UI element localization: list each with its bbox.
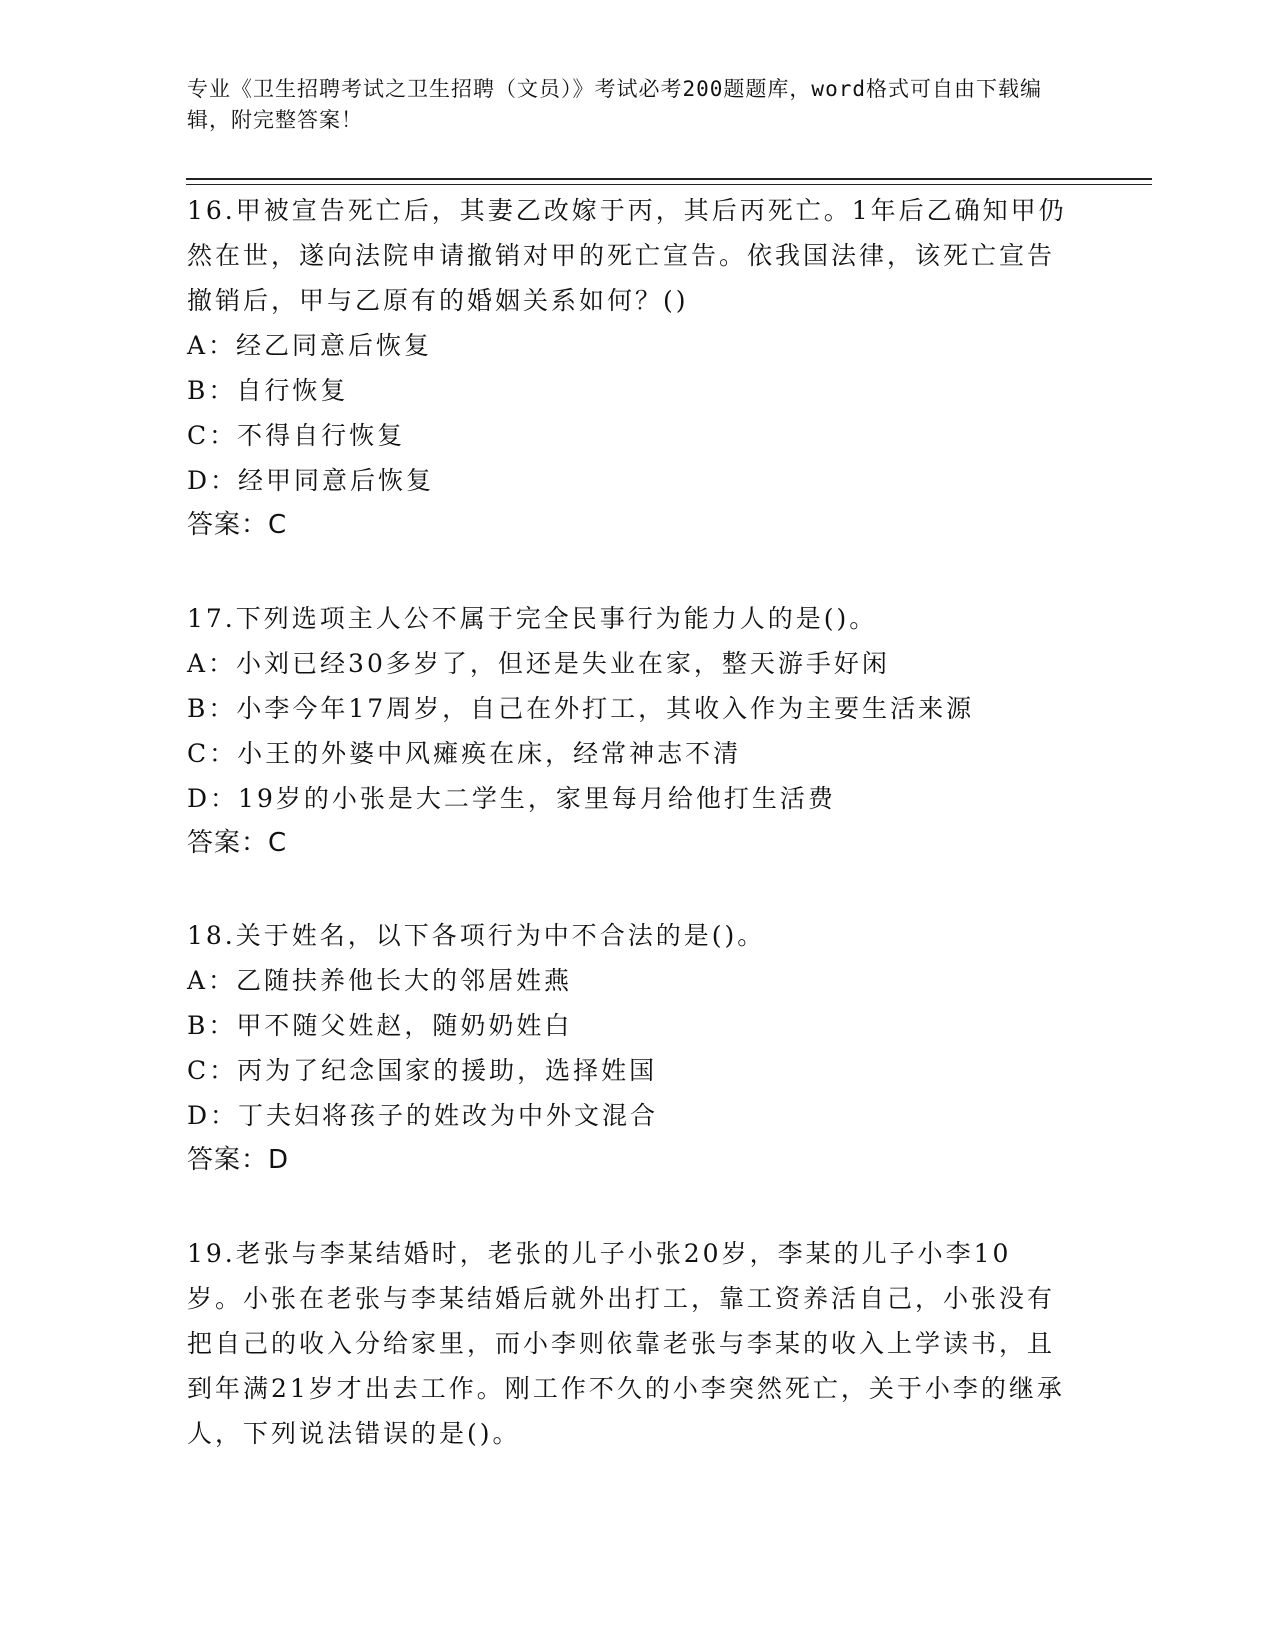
question-17 bbox=[187, 596, 1067, 866]
header-divider-thin bbox=[186, 184, 1152, 185]
answer-line: 答案：D bbox=[187, 1145, 290, 1175]
question-18 bbox=[187, 913, 1067, 1183]
option-c: C：小王的外婆中风瘫痪在床，经常神志不清 bbox=[187, 739, 742, 768]
question-stem: 18.关于姓名，以下各项行为中不合法的是()。 bbox=[187, 921, 766, 950]
question-stem: 16.甲被宣告死亡后，其妻乙改嫁于丙，其后丙死亡。1年后乙确知甲仍然在世，遂向法院申请撤销对甲的死亡宣告。依我国法律，该死亡宣告撤销后，甲与乙原有的婚姻关系如何？() bbox=[187, 196, 1067, 315]
question-stem: 17.下列选项主人公不属于完全民事行为能力人的是()。 bbox=[187, 604, 878, 633]
option-b: B：甲不随父姓赵，随奶奶姓白 bbox=[187, 1011, 573, 1040]
answer-line: 答案：C bbox=[187, 510, 288, 540]
question-stem: 19.老张与李某结婚时，老张的儿子小张20岁，李某的儿子小李10岁。小张在老张与李某结婚后就外出打工，靠工资养活自己，小张没有把自己的收入分给家里，而小李则依靠老张与李某的收入上学读书，且到年满21岁才出去工作。刚工作不久的小李突然死亡，关于小李的继承人，下列说法错误的是()。 bbox=[187, 1239, 1065, 1448]
document-header: 专业《卫生招聘考试之卫生招聘（文员）》考试必考200题题库，word格式可自由下载编辑，附完整答案！ bbox=[187, 77, 1042, 132]
answer-line: 答案：C bbox=[187, 828, 288, 858]
question-16 bbox=[187, 188, 1067, 548]
option-d: D：19岁的小张是大二学生，家里每月给他打生活费 bbox=[187, 784, 836, 813]
option-d: D：丁夫妇将孩子的姓改为中外文混合 bbox=[187, 1101, 659, 1130]
option-c: C：不得自行恢复 bbox=[187, 421, 406, 450]
option-a: A：乙随扶养他长大的邻居姓燕 bbox=[187, 966, 573, 995]
header-divider-thick bbox=[186, 178, 1152, 180]
option-b: B：小李今年17周岁，自己在外打工，其收入作为主要生活来源 bbox=[187, 694, 975, 723]
question-19 bbox=[187, 1231, 1067, 1456]
option-c: C：丙为了纪念国家的援助，选择姓国 bbox=[187, 1056, 658, 1085]
option-a: A：经乙同意后恢复 bbox=[187, 331, 433, 360]
option-b: B：自行恢复 bbox=[187, 376, 349, 405]
option-d: D：经甲同意后恢复 bbox=[187, 466, 435, 495]
option-a: A：小刘已经30多岁了，但还是失业在家，整天游手好闲 bbox=[187, 649, 890, 678]
